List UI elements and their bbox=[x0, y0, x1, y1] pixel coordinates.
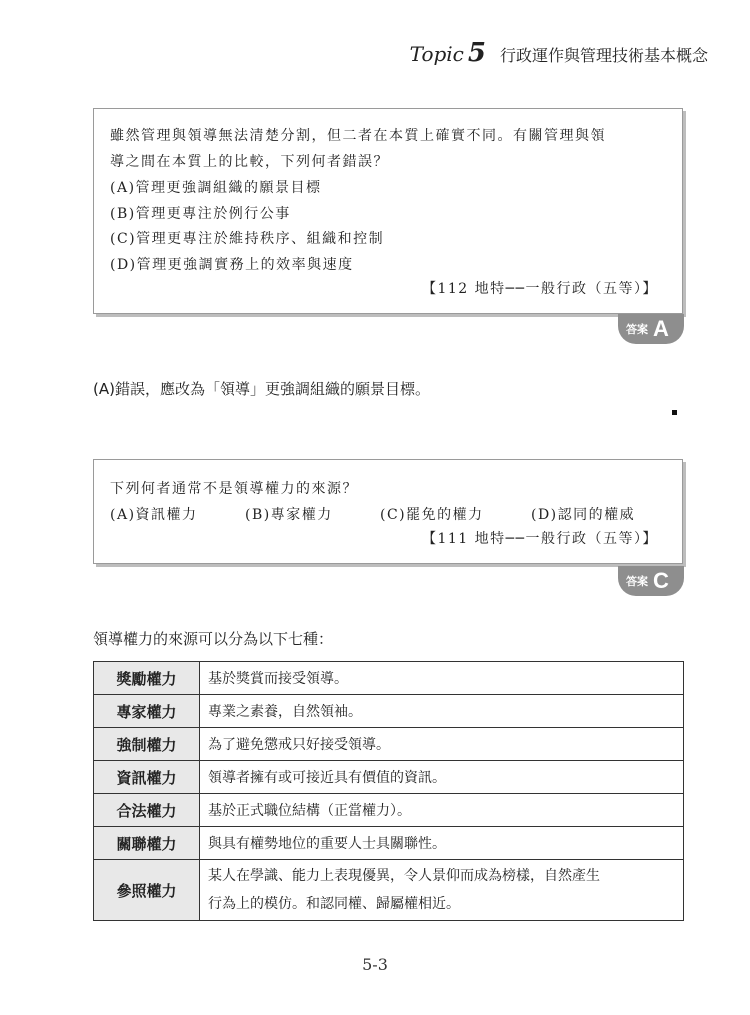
power-desc: 基於獎賞而接受領導。 bbox=[200, 662, 684, 695]
question-box-1 bbox=[93, 108, 683, 314]
question1-line: 雖然管理與領導無法清楚分割，但二者在本質上確實不同。有關管理與領 bbox=[110, 128, 606, 144]
topic-number: 5 bbox=[467, 38, 486, 68]
page-header bbox=[410, 38, 708, 68]
question1-line: 導之間在本質上的比較，下列何者錯誤？ bbox=[110, 154, 389, 170]
question2-option-b: (B)專家權力 bbox=[245, 507, 333, 523]
question1-option-a: (A)管理更強調組織的願景目標 bbox=[110, 180, 322, 196]
question2-stem: 下列何者通常不是領導權力的來源？ bbox=[110, 481, 358, 497]
power-desc-line: 某人在學識、能力上表現優異，令人景仰而成為榜樣，自然產生 bbox=[208, 868, 600, 884]
table-row bbox=[94, 827, 684, 860]
question1-source: 【112 地特──一般行政（五等）】 bbox=[421, 281, 658, 297]
power-name: 關聯權力 bbox=[94, 827, 200, 860]
topic-label: Topic bbox=[409, 42, 464, 66]
answer-letter: A bbox=[653, 316, 669, 341]
power-desc: 基於正式職位結構（正當權力）。 bbox=[200, 794, 684, 827]
question1-option-d: (D)管理更強調實務上的效率與速度 bbox=[110, 257, 354, 273]
power-name: 資訊權力 bbox=[94, 761, 200, 794]
question1-option-c: (C)管理更專注於維持秩序、組織和控制 bbox=[110, 231, 385, 247]
question2-source: 【111 地特──一般行政（五等）】 bbox=[421, 531, 658, 547]
question2-option-c: (C)罷免的權力 bbox=[380, 507, 484, 523]
power-desc: 領導者擁有或可接近具有價值的資訊。 bbox=[200, 761, 684, 794]
table-row bbox=[94, 695, 684, 728]
table-row bbox=[94, 662, 684, 695]
table-row bbox=[94, 728, 684, 761]
question2-option-a: (A)資訊權力 bbox=[110, 507, 198, 523]
power-desc bbox=[200, 860, 684, 921]
bullet-mark bbox=[672, 410, 677, 415]
answer-label: 答案 bbox=[626, 323, 648, 336]
page-number: 5-3 bbox=[362, 955, 388, 974]
explanation-1: (A)錯誤，應改為「領導」更強調組織的願景目標。 bbox=[93, 380, 430, 398]
power-name: 強制權力 bbox=[94, 728, 200, 761]
table-row bbox=[94, 794, 684, 827]
answer-letter: C bbox=[653, 568, 669, 593]
power-name: 合法權力 bbox=[94, 794, 200, 827]
table-row bbox=[94, 860, 684, 921]
power-sources-table bbox=[93, 661, 684, 921]
power-desc: 與具有權勢地位的重要人士具關聯性。 bbox=[200, 827, 684, 860]
answer-label: 答案 bbox=[626, 575, 648, 588]
question1-option-b: (B)管理更專注於例行公事 bbox=[110, 206, 291, 222]
answer-badge-1 bbox=[618, 314, 684, 344]
power-desc: 專業之素養，自然領袖。 bbox=[200, 695, 684, 728]
power-name: 專家權力 bbox=[94, 695, 200, 728]
power-name: 獎勵權力 bbox=[94, 662, 200, 695]
question-box-2 bbox=[93, 459, 683, 564]
table-row bbox=[94, 761, 684, 794]
explanation-2: 領導權力的來源可以分為以下七種： bbox=[93, 630, 334, 648]
power-name: 參照權力 bbox=[94, 860, 200, 921]
answer-badge-2 bbox=[618, 566, 684, 596]
chapter-title: 行政運作與管理技術基本概念 bbox=[499, 46, 708, 65]
power-desc-line: 行為上的模仿。和認同權、歸屬權相近。 bbox=[208, 896, 460, 912]
question2-option-d: (D)認同的權威 bbox=[531, 507, 636, 523]
power-desc: 為了避免懲戒只好接受領導。 bbox=[200, 728, 684, 761]
